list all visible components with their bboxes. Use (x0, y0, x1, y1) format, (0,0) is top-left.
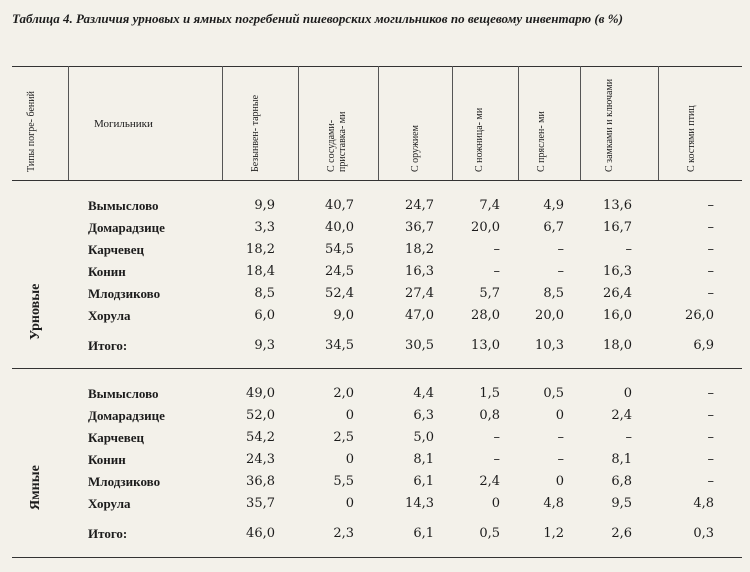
header-types: Типы погре- бений (26, 91, 37, 172)
header-divider (68, 66, 69, 180)
header-divider (378, 66, 379, 180)
cell: – (557, 452, 564, 467)
cell: 5,7 (479, 286, 500, 301)
cell: 0,8 (479, 408, 500, 423)
cell: 18,2 (246, 242, 275, 257)
cell: 52,0 (246, 408, 275, 423)
cell: 6,1 (413, 526, 434, 541)
cell: 0 (345, 452, 354, 467)
cell: 49,0 (246, 386, 275, 401)
cell: – (493, 264, 500, 279)
header-cemeteries: Могильники (94, 118, 153, 130)
cell: 36,7 (405, 220, 434, 235)
cell: – (557, 430, 564, 445)
cell: – (707, 474, 714, 489)
cell: – (707, 242, 714, 257)
header-col-4: С ножница- ми (474, 107, 485, 172)
cell: 24,5 (325, 264, 354, 279)
cell: 40,0 (325, 220, 354, 235)
cell: 24,7 (405, 198, 434, 213)
cell: 30,5 (405, 338, 434, 353)
cell: 4,8 (693, 496, 714, 511)
cell: 0 (345, 408, 354, 423)
table-caption (12, 10, 712, 27)
row-name: Млодзиково (88, 474, 161, 489)
cell: 4,8 (543, 496, 564, 511)
table-row (0, 198, 750, 218)
cell: 0,5 (479, 526, 500, 541)
cell: 5,5 (333, 474, 354, 489)
table-row (0, 264, 750, 284)
rule-group-divider (12, 368, 742, 369)
header-col-1: Безынвен- тарные (250, 94, 261, 172)
header-divider (298, 66, 299, 180)
cell: – (707, 452, 714, 467)
cell: 20,0 (471, 220, 500, 235)
cell: 6,3 (413, 408, 434, 423)
row-name: Домарадзице (88, 220, 165, 235)
cell: 2,4 (479, 474, 500, 489)
cell: 16,0 (603, 308, 632, 323)
cell: 24,3 (246, 452, 275, 467)
cell: 54,2 (246, 430, 275, 445)
header-divider (222, 66, 223, 180)
table-row-total (0, 526, 750, 546)
rule-bottom (12, 557, 742, 558)
cell: – (625, 430, 632, 445)
row-name: Итого: (88, 338, 128, 353)
cell: 14,3 (405, 496, 434, 511)
row-name: Хорула (88, 496, 131, 511)
row-name: Вымыслово (88, 198, 159, 213)
cell: 28,0 (471, 308, 500, 323)
cell: 6,0 (254, 308, 275, 323)
table-row (0, 308, 750, 328)
cell: – (557, 264, 564, 279)
cell: 35,7 (246, 496, 275, 511)
group-label-pit: Ямные (28, 465, 43, 510)
table-row (0, 496, 750, 516)
cell: – (493, 242, 500, 257)
cell: 0,3 (693, 526, 714, 541)
cell: 40,7 (325, 198, 354, 213)
cell: 9,9 (254, 198, 275, 213)
table-row (0, 220, 750, 240)
table-row-total (0, 338, 750, 358)
cell: – (707, 220, 714, 235)
header-col-3: С оружием (410, 125, 421, 172)
cell: 7,4 (479, 198, 500, 213)
row-name: Карчевец (88, 242, 145, 257)
cell: 20,0 (535, 308, 564, 323)
row-name: Млодзиково (88, 286, 161, 301)
table-title: Различия урновых и ямных погребений пшеворских могильников по вещевому инвентарю (в %) (76, 11, 623, 26)
cell: 0 (555, 408, 564, 423)
cell: – (557, 242, 564, 257)
cell: 0,5 (543, 386, 564, 401)
cell: 6,9 (693, 338, 714, 353)
cell: – (493, 430, 500, 445)
header-col-6: С замками и ключами (604, 78, 615, 172)
cell: 5,0 (413, 430, 434, 445)
cell: 6,7 (543, 220, 564, 235)
cell: 1,2 (543, 526, 564, 541)
cell: 3,3 (254, 220, 275, 235)
cell: – (707, 264, 714, 279)
cell: 6,1 (413, 474, 434, 489)
header-divider (452, 66, 453, 180)
cell: 0 (491, 496, 500, 511)
table-row (0, 408, 750, 428)
cell: 13,0 (471, 338, 500, 353)
cell: 27,4 (405, 286, 434, 301)
cell: 6,8 (611, 474, 632, 489)
header-divider (518, 66, 519, 180)
cell: 4,9 (543, 198, 564, 213)
row-name: Хорула (88, 308, 131, 323)
row-name: Конин (88, 264, 126, 279)
header-divider (580, 66, 581, 180)
cell: 16,3 (405, 264, 434, 279)
cell: 4,4 (413, 386, 434, 401)
cell: 16,3 (603, 264, 632, 279)
table-row (0, 474, 750, 494)
cell: – (707, 408, 714, 423)
cell: 2,3 (333, 526, 354, 541)
cell: 16,7 (603, 220, 632, 235)
rule-top (12, 66, 742, 67)
table-row (0, 286, 750, 306)
cell: 47,0 (405, 308, 434, 323)
table-row (0, 242, 750, 262)
cell: 2,4 (611, 408, 632, 423)
cell: – (707, 430, 714, 445)
table-row (0, 430, 750, 450)
cell: – (707, 286, 714, 301)
header-col-2: С сосудами- приставка- ми (326, 111, 348, 172)
cell: – (625, 242, 632, 257)
rule-header-bottom (12, 180, 742, 181)
cell: 36,8 (246, 474, 275, 489)
cell: 9,5 (611, 496, 632, 511)
cell: 2,6 (611, 526, 632, 541)
cell: 26,0 (685, 308, 714, 323)
cell: 18,0 (603, 338, 632, 353)
cell: 26,4 (603, 286, 632, 301)
row-name: Итого: (88, 526, 128, 541)
row-name: Карчевец (88, 430, 145, 445)
row-name: Конин (88, 452, 126, 467)
cell: 0 (555, 474, 564, 489)
cell: 9,0 (333, 308, 354, 323)
cell: 34,5 (325, 338, 354, 353)
cell: 8,1 (611, 452, 632, 467)
cell: 8,5 (254, 286, 275, 301)
cell: – (493, 452, 500, 467)
table-row (0, 452, 750, 472)
cell: – (707, 198, 714, 213)
cell: 2,0 (333, 386, 354, 401)
cell: 18,2 (405, 242, 434, 257)
cell: – (707, 386, 714, 401)
header-divider (658, 66, 659, 180)
cell: 8,1 (413, 452, 434, 467)
cell: 46,0 (246, 526, 275, 541)
row-name: Вымыслово (88, 386, 159, 401)
cell: 9,3 (254, 338, 275, 353)
cell: 52,4 (325, 286, 354, 301)
cell: 0 (345, 496, 354, 511)
header-col-7: С костями птиц (686, 105, 697, 172)
cell: 10,3 (535, 338, 564, 353)
cell: 18,4 (246, 264, 275, 279)
cell: 54,5 (325, 242, 354, 257)
table-number: Таблица 4. (12, 11, 73, 26)
group-label-urn: Урновые (28, 283, 43, 340)
cell: 0 (623, 386, 632, 401)
cell: 13,6 (603, 198, 632, 213)
cell: 2,5 (333, 430, 354, 445)
cell: 1,5 (479, 386, 500, 401)
header-col-5: С пряслен- ми (536, 111, 547, 172)
cell: 8,5 (543, 286, 564, 301)
row-name: Домарадзице (88, 408, 165, 423)
table-row (0, 386, 750, 406)
